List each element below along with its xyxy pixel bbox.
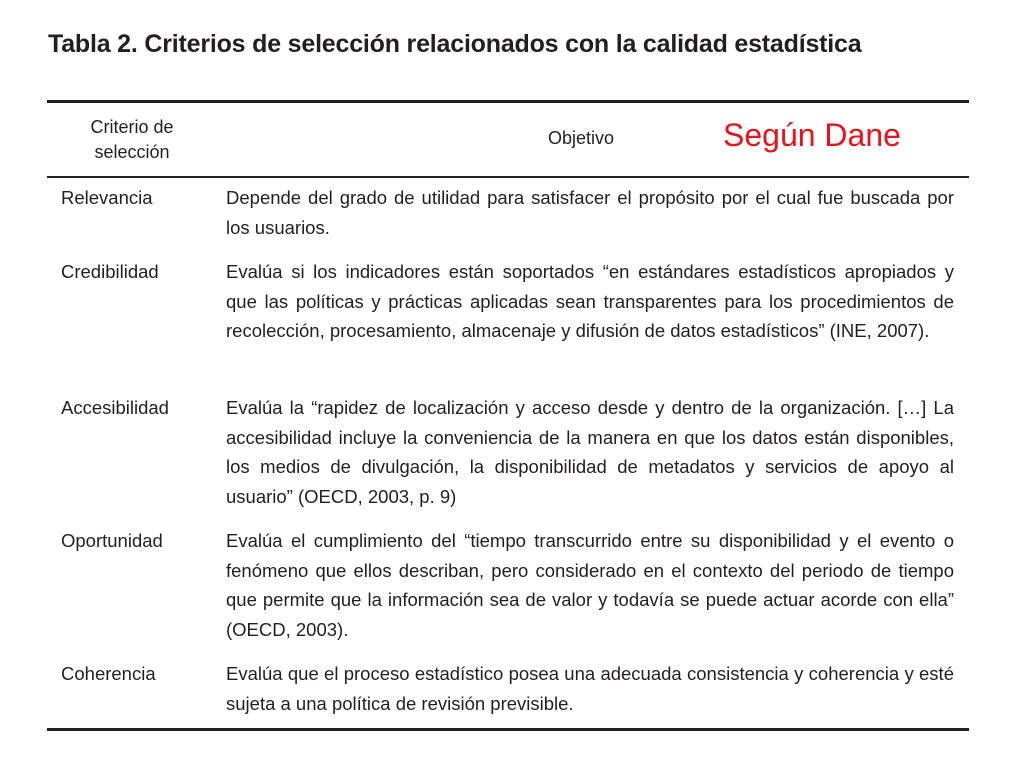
row-criterio-relevancia: Relevancia — [61, 187, 153, 208]
row-objetivo-credibilidad: Evalúa si los indicadores están soportados “en estándares estadísticos apropiados y que las políticas y prácticas aplicadas sean transparentes para los procedimientos de recolección, procesamiento, almacenaje y difusión de datos estadísticos” (INE, 2007). — [226, 261, 954, 341]
row-objetivo-relevancia: Depende del grado de utilidad para satisfacer el propósito por el cual fue buscada por los usuarios. — [226, 187, 954, 238]
row-objetivo-oportunidad: Evalúa el cumplimiento del “tiempo transcurrido entre su disponibilidad y el evento o fenómeno que ellos describan, pero considerado en el contexto del periodo de tiempo que permite que la información sea de valor y todavía se puede actuar acorde con ella” (OECD, 2003). — [226, 530, 954, 640]
table-top-rule — [47, 100, 969, 103]
table-bottom-rule — [47, 728, 969, 731]
row-objetivo-coherencia: Evalúa que el proceso estadístico posea una adecuada consistencia y coherencia y esté sujeta a una política de revisión previsible. — [226, 663, 954, 714]
row-criterio-credibilidad: Credibilidad — [61, 261, 159, 282]
header-objetivo: Objetivo — [548, 128, 615, 148]
row-criterio-oportunidad: Oportunidad — [61, 530, 163, 551]
row-criterio-accesibilidad: Accesibilidad — [61, 397, 169, 418]
table-title: Tabla 2. Criterios de selección relacionados con la calidad estadística — [48, 30, 862, 58]
header-criterio-line1: Criterio de — [90, 117, 174, 137]
table-header-rule — [47, 176, 969, 178]
row-criterio-coherencia: Coherencia — [61, 663, 156, 684]
header-criterio-line2: selección — [94, 142, 170, 162]
header-criterio — [72, 115, 192, 165]
annotation-segun-dane: Según Dane — [723, 117, 901, 153]
row-objetivo-accesibilidad: Evalúa la “rapidez de localización y acceso desde y dentro de la organización. […] La accesibilidad incluye la conveniencia de la manera en que los datos están disponibles, los medios de divulgación, la disponibilidad de metadatos y servicios de apoyo al usuario” (OECD, 2003, p. 9) — [226, 397, 954, 507]
